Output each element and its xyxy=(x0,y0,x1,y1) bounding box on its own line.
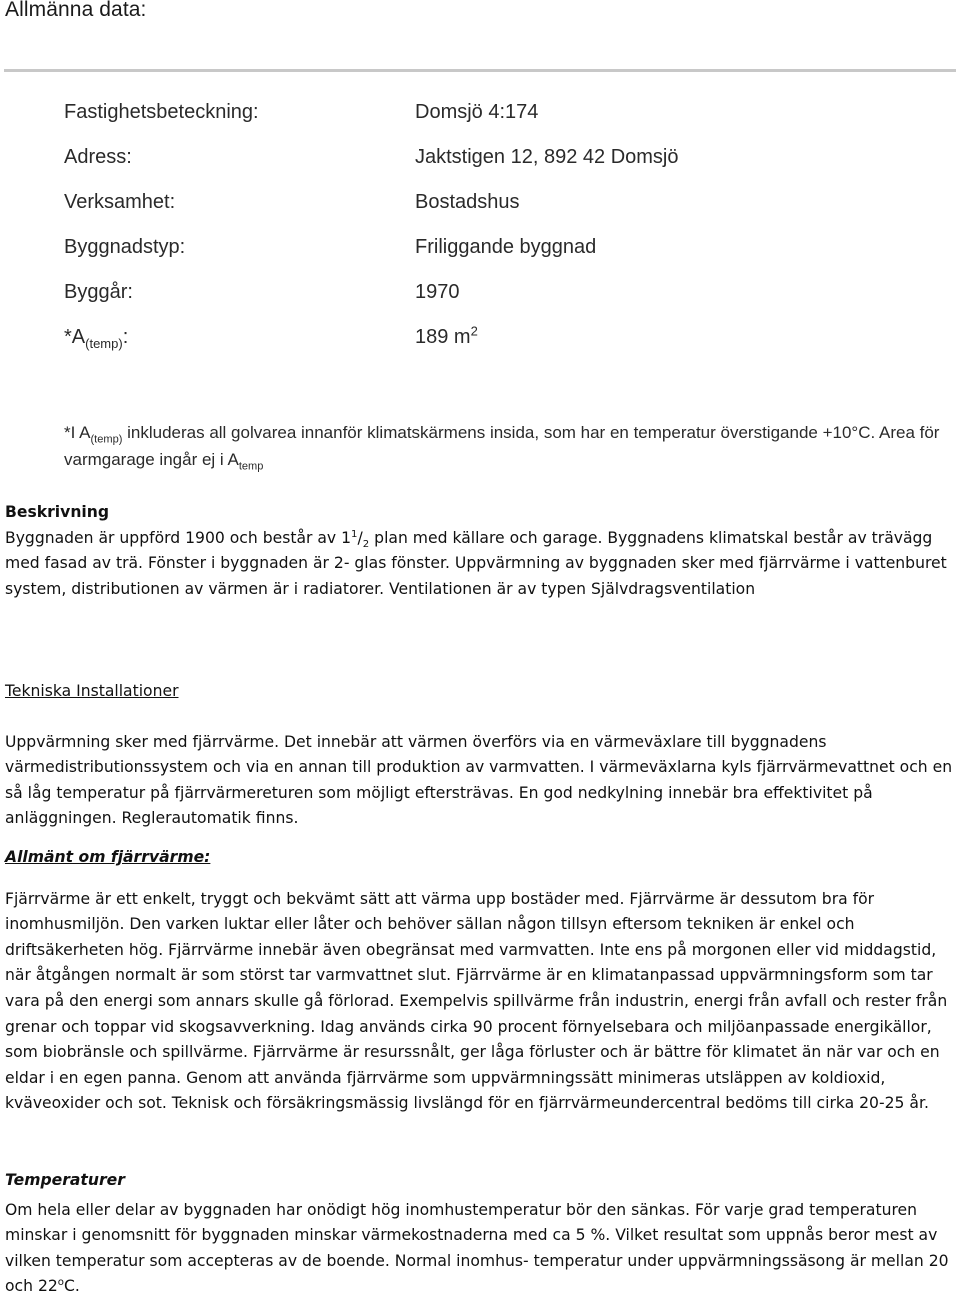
heading-beskrivning: Beskrivning xyxy=(5,503,110,521)
general-data-table xyxy=(64,101,944,371)
atemp-value: 189 m xyxy=(415,326,471,348)
heading-allmant-om-fjarrvarme: Allmänt om fjärrvärme: xyxy=(5,848,211,866)
degree-sup: o xyxy=(57,1277,64,1289)
heading-tekniska-installationer: Tekniska Installationer xyxy=(5,682,179,700)
value-adress: Jaktstigen 12, 892 42 Domsjö xyxy=(415,146,679,168)
label-adress: Adress: xyxy=(64,146,132,168)
value-fastighetsbeteckning: Domsjö 4:174 xyxy=(415,101,539,123)
temperaturer-text-b: C. xyxy=(64,1277,80,1296)
text-beskrivning xyxy=(5,526,955,603)
section-beskrivning xyxy=(5,500,955,602)
fraction-denominator: 2 xyxy=(362,538,370,550)
section-allmant-om-fjarrvarme xyxy=(5,845,955,1117)
value-byggar: 1970 xyxy=(415,281,460,303)
atemp-label-sub: (temp) xyxy=(85,336,123,351)
row-byggar xyxy=(64,281,944,326)
value-atemp xyxy=(415,323,944,349)
footnote-part2: inkluderas all golvarea innanför klimatskärmens insida, som har en temperatur överstigande +10°C. Area för varmgarage ingår ej i A xyxy=(64,423,940,469)
text-tekniska-installationer: Uppvärmning sker med fjärrvärme. Det innebär att värmen överförs via en värmeväxlare till byggnadens värmedistributionssystem och via en annan till produktion av varmvatten. I värmeväxlarna kyls fjärrvärmevattnet och en så låg temperatur på fjärrvärmereturen som möjligt eftersträvas. En god nedkylning innebär bra effektivitet på anläggningen. Reglerautomatik finns. xyxy=(5,732,953,828)
label-byggar: Byggår: xyxy=(64,281,133,303)
atemp-label-suffix: : xyxy=(122,326,129,348)
value-verksamhet: Bostadshus xyxy=(415,191,520,213)
section-temperaturer xyxy=(5,1168,955,1300)
section-tekniska-installationer xyxy=(5,679,955,832)
row-byggnadstyp xyxy=(64,236,944,281)
text-allmant-om-fjarrvarme: Fjärrvärme är ett enkelt, tryggt och bekvämt sätt att värma upp bostäder med. Fjärrvärme är dessutom bra för inomhusmiljön. Den varken luktar eller låter och behöver sällan någon tillsyn eftersom tekniken är enkel och driftsäkerheten hög. Fjärrvärme innebär även obegränsat med varmvatten. Inte ens på morgonen eller vid middagstid, när åtgången normalt är som störst tar varmvattnet slut. Fjärrvärme är en klimatanpassad uppvärmningsform som tar vara på den energi som annars skulle gå förlorad. Exempelvis spillvärme från industrin, energi från avfall och rester från grenar och toppar vid skogsavverkning. Idag används cirka 90 procent förnyelsebara och miljöanpassade energikällor, som biobränsle och spillvärme. Fjärrvärme är resurssnålt, ger låga förluster och är bättre för klimatet än när var och en eldar i en egen panna. Genom att använda fjärrvärme som uppvärmningssätt minimeras utsläppen av koldioxid, kväveoxider och sot. Teknisk och försäkringsmässig livslängd för en fjärrvärmeundercentral bedöms till cirka 20-25 år. xyxy=(5,889,948,1113)
row-adress xyxy=(64,146,944,191)
row-atemp xyxy=(64,323,944,371)
text-temperaturer xyxy=(5,1198,955,1300)
fraction-slash: / xyxy=(357,528,363,547)
divider xyxy=(4,69,956,72)
heading-temperaturer: Temperaturer xyxy=(5,1171,125,1189)
temperaturer-text-a: Om hela eller delar av byggnaden har onödigt hög inomhustemperatur bör den sänkas. För varje grad temperaturen minskar i genomsnitt för byggnaden minskar värmekostnaderna med ca 5 %. Vilket resultat som uppnås beror mest av vilken temperatur som accepteras av de boende. Normal inomhus- temperatur under uppvärmningssäsong är mellan 20 och 22 xyxy=(5,1200,949,1296)
footnote-sub2: temp xyxy=(238,460,264,473)
page-title: Allmänna data: xyxy=(5,0,147,21)
label-atemp xyxy=(64,326,415,349)
label-byggnadstyp: Byggnadstyp: xyxy=(64,236,186,258)
beskrivning-text-a: Byggnaden är uppförd 1900 och består av 1 xyxy=(5,528,352,547)
atemp-unit-sup: 2 xyxy=(470,323,478,339)
row-fastighetsbeteckning xyxy=(64,101,944,146)
footnote-part1: *I A xyxy=(64,423,91,442)
beskrivning-text-b: plan med källare och garage. Byggnadens klimatskal består av trävägg med fasad av trä. Fönster i byggnaden är 2- glas fönster. Uppvärmning av byggnaden sker med fjärrvärme i vattenburet system, distributionen av värmen är i radiatorer. Ventilationen är av typen Självdragsventilation xyxy=(5,528,947,598)
row-verksamhet xyxy=(64,191,944,236)
fraction-numerator: 1 xyxy=(351,528,358,540)
footnote-sub1: (temp) xyxy=(90,433,123,446)
atemp-footnote xyxy=(64,419,944,473)
value-byggnadstyp: Friliggande byggnad xyxy=(415,236,597,258)
atemp-label-prefix: *A xyxy=(64,326,86,348)
label-verksamhet: Verksamhet: xyxy=(64,191,176,213)
label-fastighetsbeteckning: Fastighetsbeteckning: xyxy=(64,101,259,123)
